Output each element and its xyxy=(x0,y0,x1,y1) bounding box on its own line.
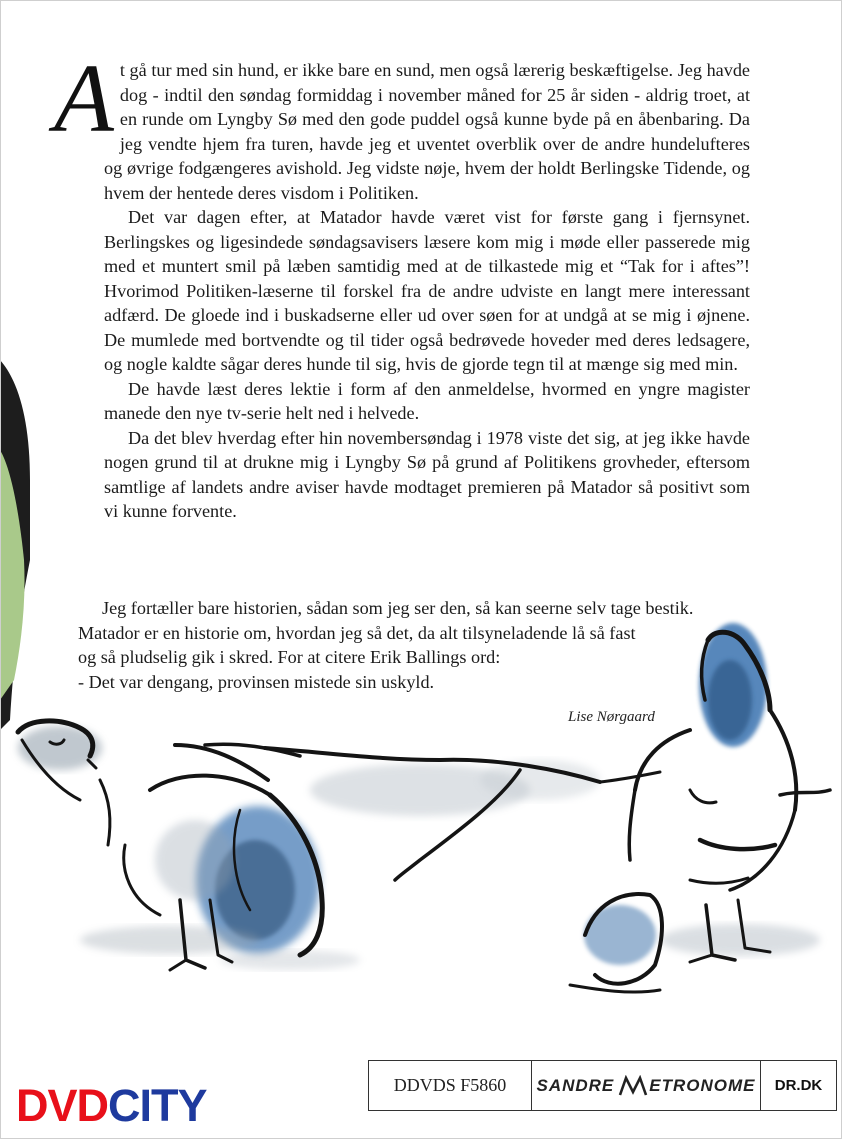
metronome-m-icon xyxy=(618,1075,648,1097)
closing-line-2: Matador er en historie om, hvordan jeg så det, da alt tilsyneladende lå så fast xyxy=(78,622,636,643)
essay-paragraph-4: Da det blev hverdag efter hin novembersøndag i 1978 viste det sig, at jeg ikke havde nogen grund til at drukne mig i Lyngby Sø på grund af Politikens grovheder, eftersom samtlige af landets andre aviser havde modtaget premieren på Matador så positivt som vi kunne forvente. xyxy=(104,427,750,521)
closing-text xyxy=(78,596,778,694)
watermark-part-2: CITY xyxy=(108,1080,207,1131)
author-signature: Lise Nørgaard xyxy=(568,709,655,725)
catalog-number: DDVDS F5860 xyxy=(393,1075,507,1095)
drop-cap: A xyxy=(54,45,114,153)
broadcaster-site: DR.DK xyxy=(760,1061,836,1110)
dvdcity-watermark xyxy=(16,1080,207,1131)
catalog-label-box xyxy=(368,1060,837,1111)
essay-paragraph-2: Det var dagen efter, at Matador havde været vist for første gang i fjernsynet. Berlingskes og ligesindede søndagsavisers læsere kom mig i møde eller passerede mig med et muntert smil på læben samtidig med at de tilkastede mig et “Tak for i aftes”! Hvorimod Politiken-læserne til forskel fra de andre udviste en langt mere interessant adfærd. De gloede ind i buskadserne eller ud over søen for at undgå at se mig i øjnene. De mumlede med bortvendte og til tider også bedrøvede hoveder med deres ledsagere, og nogle kaldte sågar deres hunde til sig, hvis de gjorde tegn til at mænge sig med min. xyxy=(104,207,750,374)
essay-paragraph-3: De havde læst deres lektie i form af den anmeldelse, hvormed en yngre magister manede den nye tv-serie helt ned i helvede. xyxy=(104,378,750,423)
brand-left-text: SANDRE xyxy=(536,1075,615,1095)
watermark-part-1: DVD xyxy=(16,1080,109,1131)
brand-right-text: ETRONOME xyxy=(649,1075,756,1095)
closing-line-1: Jeg fortæller bare historien, sådan som jeg ser den, så kan seerne selv tage bestik. xyxy=(102,598,694,618)
essay-text xyxy=(54,45,750,524)
closing-line-4: - Det var dengang, provinsen mistede sin uskyld. xyxy=(78,671,435,692)
closing-line-3: og så pludselig gik i skred. For at citere Erik Ballings ord: xyxy=(78,647,501,667)
essay-paragraph-1: At gå tur med sin hund, er ikke bare en sund, men også lærerig beskæftigelse. Jeg havde dog - indtil den søndag formiddag i november måned for 25 år siden - aldrig troet, at en runde om Lyngby Sø med den gode puddel også kunne byde på en åbenbaring. Da jeg vendte hjem fra turen, havde jeg et uventet overblik over de andre hundelufteres og øvrige fodgængeres avishold. Jeg vidste nøje, hvem der holdt Berlingske Tidende, og hvem der hentede deres visdom i Politiken. xyxy=(54,45,750,203)
distributor-logo xyxy=(531,1061,760,1110)
